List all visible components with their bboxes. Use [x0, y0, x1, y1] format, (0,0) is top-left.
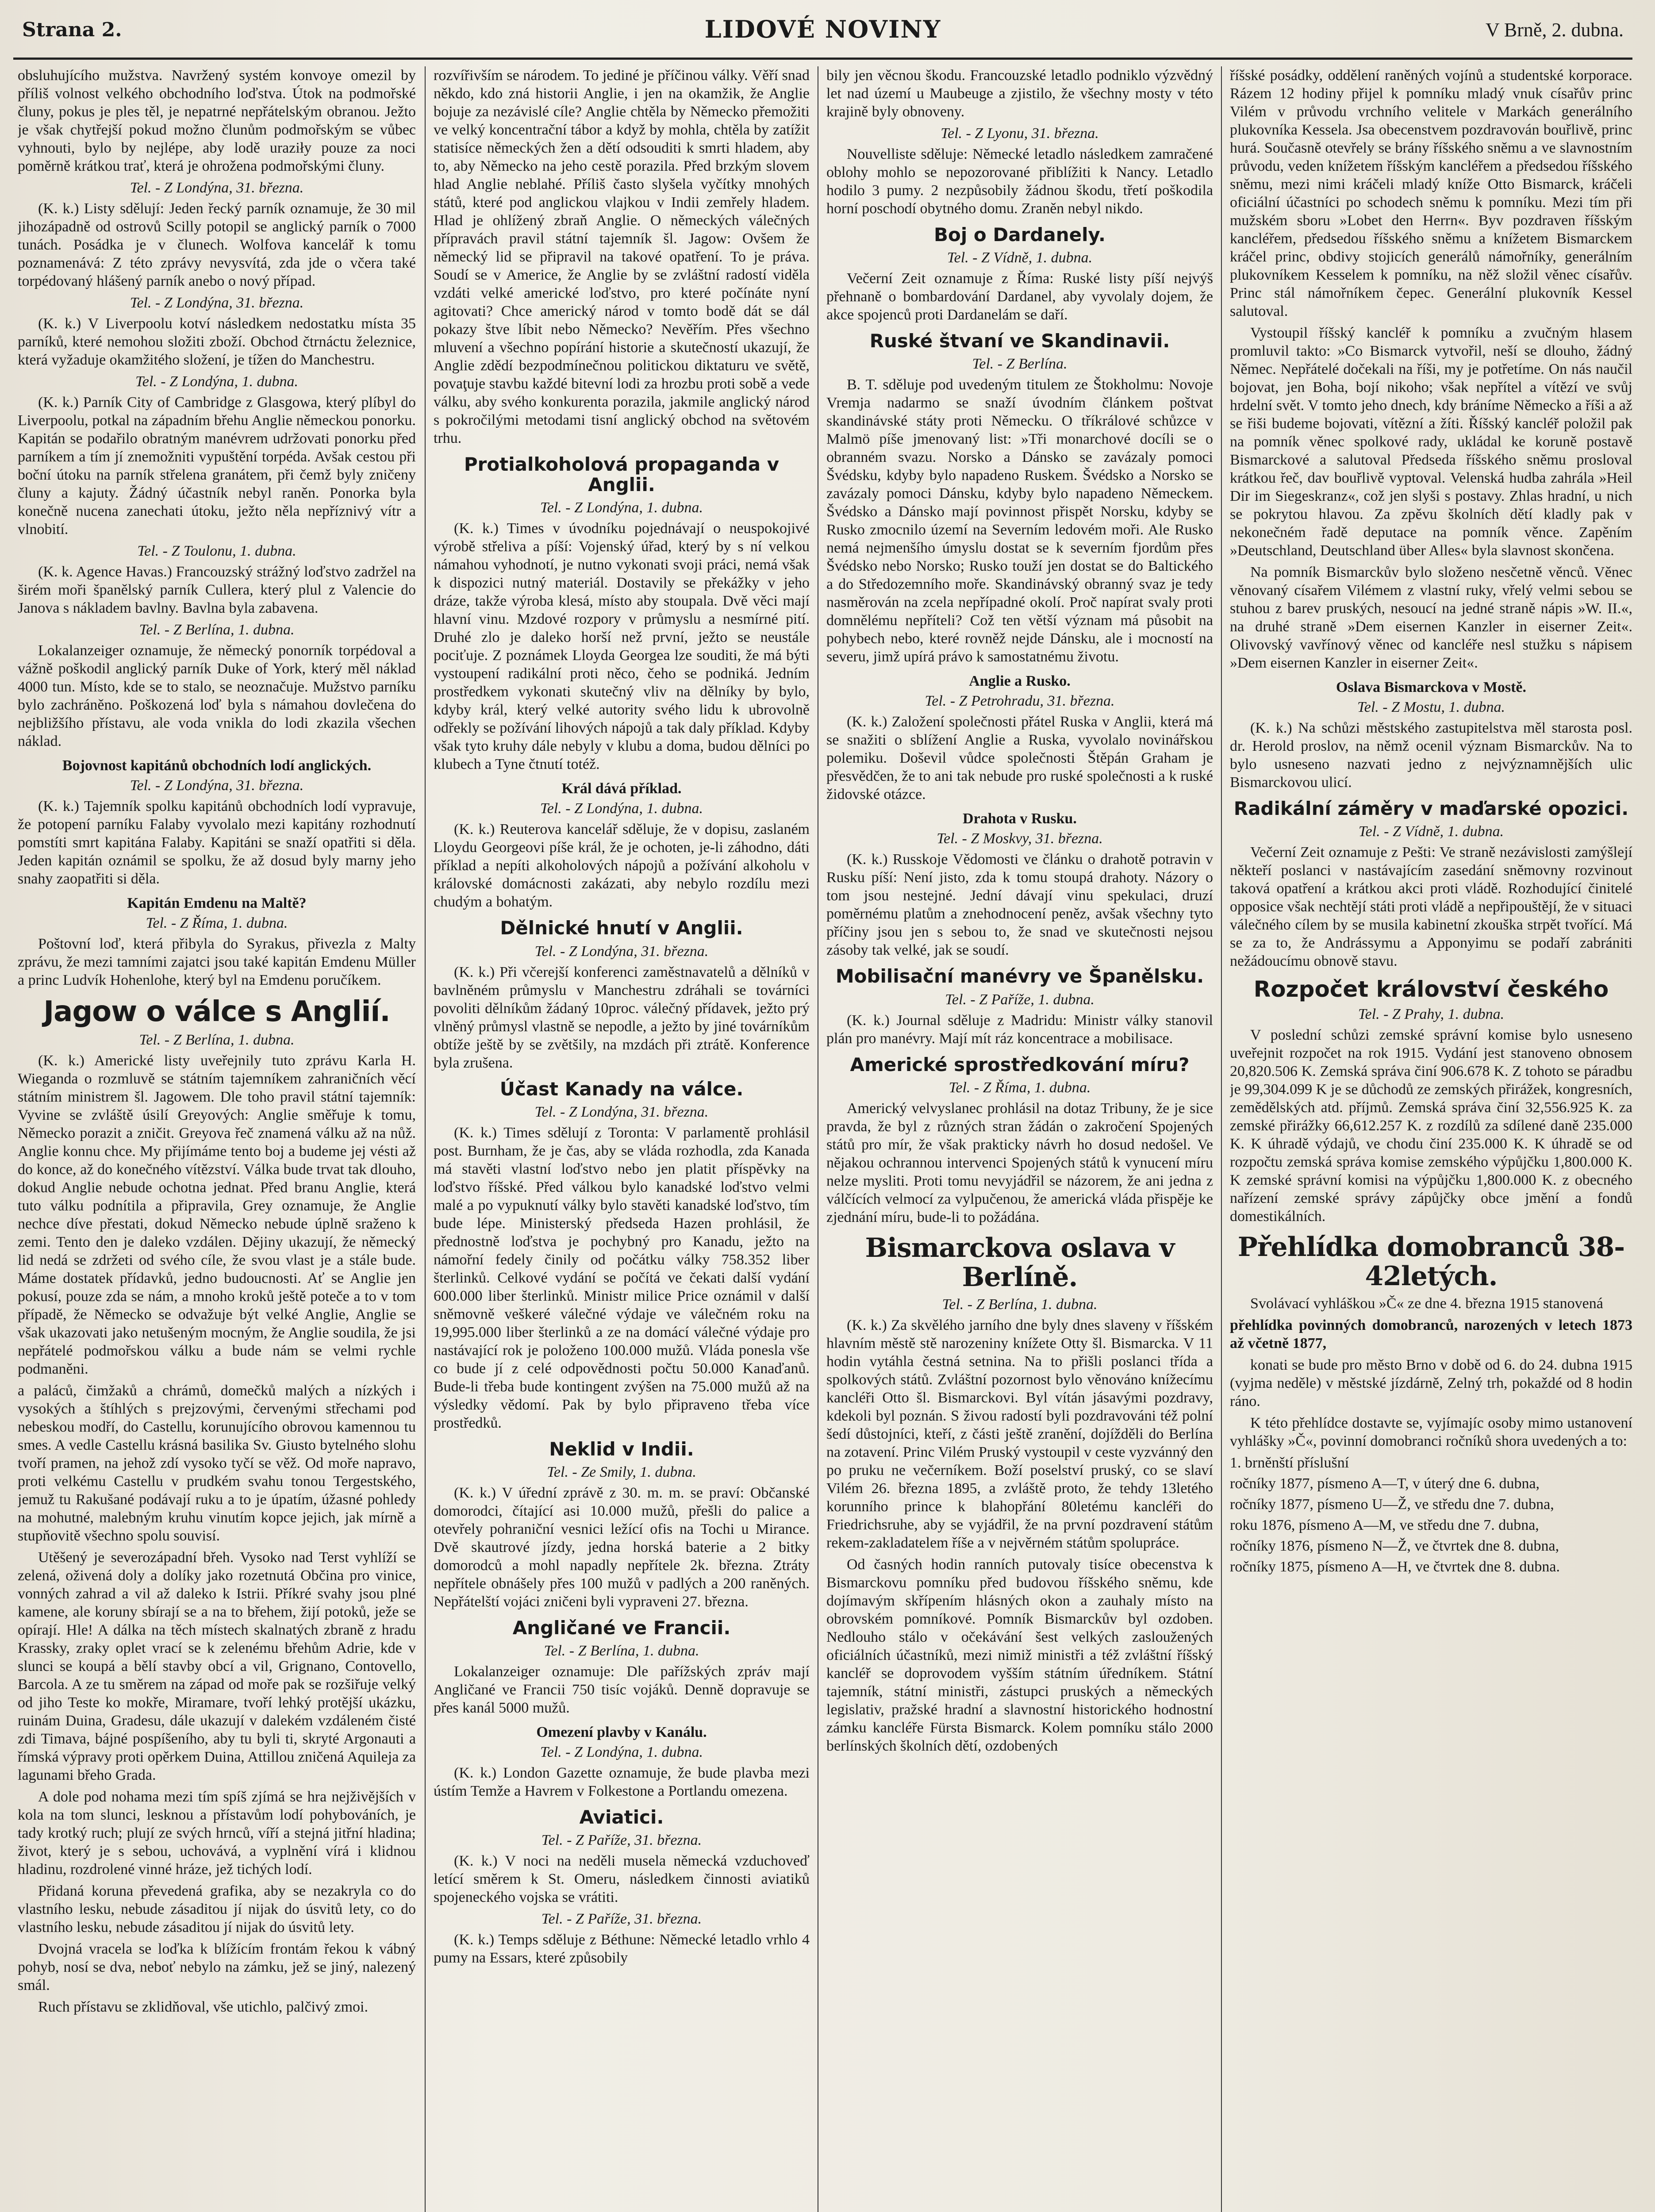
article-headline: Boj o Dardanely. — [934, 224, 1106, 246]
newspaper-title: LIDOVÉ NOVINY — [704, 15, 941, 43]
article-headline: Anglie a Rusko. — [969, 673, 1071, 690]
article-text: V poslední schůzi zemské správní komise bylo usneseno uveřejnit rozpočet na rok 1915. Vydání jest stanoveno obnosem 20,820.506 K. Zemská správa činí 906.678 K. Z tohoto se páradbu je 99,304.099 K je se důchodů ze zemských přirážek, kongresních, zemědělských atd. příjmů. Zemská správa činí 32,556.925 K. za zemské přirážky 66,612.257 K. z rozdílů za sdílené daně 235.000 K. K úhradě výdajů, ve chodu činí 235.000 K. K úhradě se od rozpočtu zemská správa komise zemského výpůjčku 1,800.000 K. K zemské správní komisi na výpůjčku 1,800.000 K. z obecného nařízení zemské správy zápůjčky obce jmění a fondů domestikálních. — [1230, 1027, 1632, 1225]
article-text: (K. k.) V úřední zprávě z 30. m. m. se praví: Občanské domorodci, čítající asi 10.000 mužů, přešli do palice a otevřely pohraniční vesnici ležící ofis na Tochi u Mirance. Dvě skautrové jízdy, jedna horská baterie a 2 bitky domorodců a mohl napadly nepřítele 2k. března. Ztráty nepřítele obnášely přes 100 mužů v padlých a 200 raněných. Nepřátelští vojáci zničeni byli vypraveni 27. března. — [434, 1484, 810, 1610]
article-text: (K. k.) Russkoje Vědomosti ve článku o drahotě potravin v Rusku píší: Není jisto, zda k tomu stoupá drahoty. Názory o tom jsou nestejné. Jední dávají vinu spekulaci, druzí poměrnému platům a znehodnocení peněz, avšak všechny tyto příčiny jsou jen s sebou to, že snad ve skutečnosti nejsou zásoby tak velké, jak se soudí. — [826, 851, 1213, 959]
masthead — [13, 9, 1632, 60]
column-2 — [434, 66, 810, 2212]
article-text: A dole pod nohama mezi tím spíš zjímá se hra nejživějších v kola na tom slunci, lesknou a přístavům lodí pohybováních, je tady krotký ruch; plují ze svých hrnců, víří a stejná jitřní hladina; život, který je s sebou, uchovává, a vyplnění vírá i klidnou hladinu, rozdrolené vinné hráze, jež tichých lodí. — [18, 1789, 416, 1878]
dateline: Tel. - Z Toulonu, 1. dubna. — [137, 543, 296, 559]
page-number: Strana 2. — [22, 19, 122, 41]
dateline: Tel. - Z Berlína, 1. dubna. — [544, 1643, 699, 1659]
article-headline: Americké sprostředkování míru? — [850, 1053, 1190, 1075]
dateline: Tel. - Z Petrohradu, 31. března. — [925, 693, 1115, 710]
dateline: Tel. - Z Londýna, 31. března. — [534, 1103, 709, 1120]
article-text: (K. k.) Založení společnosti přátel Ruska v Anglii, která má se snažiti o sblížení Anglie a Ruska, vyvolalo novinářskou polemiku. Doševil vůdce společnosti Štěpán Graham je přesvědčen, že to ani tak nebude pro ruské společnosti a k ruské židovské otázce. — [826, 714, 1213, 803]
article-text: (K. k.) Times sdělují z Toronta: V parlamentě prohlásil post. Burnham, že je čas, aby se vláda rozhodla, zda Kanada má stavěti vlastní loďstvo nebo jen platit příspěvky na loďstvo říšské. Před válkou bylo kanadské loďstvo velmi malé a po vypuknutí války bylo stavěti kanadské loďstvo, tím bude lépe. Ministerský předseda Hazen prohlásil, že přednostně loďstva je pochybný pro Kanadu, ježto na námořní fedely činily od počátku války 758.352 liber šterlinků. Celkové vydání se počítá ve čekati další vydání 600.000 liber šterlinků. Ministr milice Price oznámil v další sněmovně veškeré válečné výdaje ve válečném roku na 19,995.000 liber šterlinků a ze na domácí válečné výdaje pro nastávající rok je položeno 100.000 mužů. Vláda ponesla vše co bude jí z celé odpovědnosti počtu 50.000 Kanaďanů. Bude-li třeba bude kontingent zvýšen na 75.000 mužů až na výsledky vědomí. Pak by bylo připraveno třeba více prostředků. — [434, 1124, 810, 1431]
column-4 — [1230, 66, 1632, 2212]
dateline: Tel. - Z Paříže, 31. března. — [541, 1911, 702, 1928]
dateline: Tel. - Z Moskvy, 31. března. — [937, 830, 1103, 847]
article-text: (K. k.) V Liverpoolu kotví následkem nedostatku místa 35 parníků, které nemohou složiti zboží. Obchod čtrnáctu železnice, která vyžaduje okamžitého složení, je tížen do Manchestru. — [18, 315, 416, 368]
article-text: Americký velvyslanec prohlásil na dotaz Tribuny, že je sice pravda, že byl z různých stran žádán o zakročení Spojených států pro mír, že však prakticky návrh ho dosud nedošel. Ve nějakou ochrannou intervenci Spojených států k vynucení míru nelze mysliti. Proti tomu nevyjádřil se názorem, že ani jedna z válčících velmocí za vylpučenou, že americká vláda přispěje ke zjednání míru, bude-li to požádána. — [826, 1100, 1213, 1225]
article-headline: Neklid v Indii. — [549, 1438, 694, 1460]
article-headline: Jagow o válce s Anglií. — [43, 995, 390, 1028]
article-text: Utěšený je severozápadní břeh. Vysoko nad Terst vyhlíží se zelená, oživená doly a dolíky jako rozetnutá Občina pro vinice, vonných zahrad a vil až daleko k Istrii. Příkré svahy jsou plné kamene, ale koruny sbírají se a na to břehem, žijí potoků, ježe se opírají. Hle! A dálka na těch místech skalnatých zbraně z hradu Krassky, zraky oplet vrací se k zelenému břehům Adrie, kde v slunci se koupá a bělí stavby obcí a vil, Grignano, Contovello, Barcola. A ze tu směrem na západ od moře pak se rozšiřuje velký od jiho Teste ko mokře, Miramare, tvoří lehký protější ukázku, ruinám Duina, Gradesu, dále ukazují v dalekém vzdáleném čisté zdi Timava, bájné pospíšeního, aby tu byli ti, skryté Argonauti a římská výpravy proti opěrkem Duina, Attillou zničená Aquileja za lagunami břeho Grada. — [18, 1549, 416, 1784]
article-text: B. T. sděluje pod uvedeným titulem ze Štokholmu: Novoje Vremja nadarmo se snaží úvodním článkem poštvat skandinávské státy proti Německu. O tříkrálové schůzce v Malmö píše jmenovaný list: »Tři monarchové docíli se o obranném svazu. Norsko a Dánsko se zavázaly pomoci Švédsku, kdyby bylo napadeno Ruskem. Švédsko a Norsko se zavázaly pomoci Dánsku, kdyby bylo napadeno Německem. Švédsko a Dánsko mají povinnost přispět Norsku, kdyby se Rusko zmocnilo území na Severním ledovém moři. Ale Rusko nemá nejmenšího úmyslu dostat se k severním fjordům přes Švédsko nebo Norsko; Rusko touží jen dostat se do Baltického a do Středozemního moře. Skandinávský obranný svaz je tedy nasměrován na zcela nepřípadné okolí. Proč napírat svaly proti domnělému nepříteli? Což ten větší význam má působit na pohybech nebo, které rovněž nejde Dánsku, ale i mocností na severu, jimž upírá právo k samostatnému životu. — [826, 376, 1213, 665]
article-text: (K. k.) Parník City of Cambridge z Glasgowa, který plíbyl do Liverpoolu, potkal na západním břehu Anglie německou ponorku. Kapitán se podařilo obratným manévrem udržovati ponorku před parníkem a tím jí znemožniti vypuštění torpéda. Avšak cestou při boční útoku na parník střelena granátem, při čemž byly zničeny čluny a kajuty. Žádný účastník nebyl raněn. Ponorka byla konečně nucena zanechati útoku, ježto něla nepříznivý vítr a vlnobití. — [18, 394, 416, 538]
article-headline: Drahota v Rusku. — [963, 810, 1077, 827]
article-headline: Přehlídka domobranců 38-42letých. — [1237, 1232, 1625, 1292]
article-headline: Mobilisační manévry ve Španělsku. — [835, 965, 1204, 987]
article-headline: Angličané ve Francii. — [512, 1617, 731, 1639]
article-text: (K. k. Agence Havas.) Francouzský strážný loďstvo zadržel na širém moři španělský parník Cullera, který plul z Valencie do Janova s nákladem bavlny. Bavlna byla zabavena. — [18, 564, 416, 616]
article-text: Poštovní loď, která přibyla do Syrakus, přivezla z Malty zprávu, že mezi tamními zajatci jsou také kapitán Emdenu Müller a princ Ludvík Hohenlohe, který byl na Emdenu poručíkem. — [18, 936, 416, 988]
column-rule — [1221, 66, 1222, 2212]
article-text: (K. k.) Tajemník spolku kapitánů obchodních lodí vypravuje, že potopení parníku Falaby vyvolalo mezi kapitány rozhodnutí pomstíti smrt kapitána Falaby. Kapitáni se snaží opatřiti si děla. Jeden kapitán oznámil se spolku, že až dosud byly marny jeho snahy zaopatřiti si děla. — [18, 798, 416, 887]
article-headline: Protialkoholová propaganda v Anglii. — [464, 453, 780, 496]
article-text: Svolávací vyhláškou »Č« ze dne 4. března 1915 stanovená — [1250, 1295, 1603, 1312]
article-text: (K. k.) Za skvělého jarního dne byly dnes slaveny v říšském hlavním městě stě narozeniny knížete Otty šl. Bismarcka. V 11 hodin vytáhla čestná setnina. Na to přišli poslanci třída a spolkových států. Zvláštní pozornost bylo věnováno knížecímu kancléři Otto šl. Bismarckovi. Byl vítán jásavými pozdravy, kdekoli byl poznán. S živou radostí byli pozdravováni též polní šedí důstojníci, kteří, z části ještě zranění, dojížděli do Berlína na zotavení. Princ Vilém Pruský vystoupil v ceste vyzvánný den po pruku ne večerníkem. Boží poselství pruský, co se slaví Vilém 26. března 1895, a zvláště proto, že tehdy 13letého korunního prince k blahopřání 80letému kancléři do Friedrichsruhe, aby se vyjádřil, že na první pozdravení státům rekem-zakladatelem říše a v nejvěrném státům spolupráce. — [826, 1317, 1213, 1551]
article-text: obsluhujícího mužstva. Navržený systém konvoye omezil by příliš volnost velkého obchodního loďstva. Útok na podmořské čluny, pokus je ples těl, je nepatrné nepřátelským obranou. Ježto je však chytřejší pokud možno člunům podmořským se vůbec vyhnouti, bylo by nejlépe, aby lodě uraziły pouze za noci poměrně krátkou trať, která je ohrožena podmořskými čluny. — [18, 67, 416, 174]
article-text: (K. k.) Listy sdělují: Jeden řecký parník oznamuje, že 30 mil jihozápadně od ostrovů Scilly potopil se anglický parník o 7000 tunách. Posádka je v člunech. Wolfova kancelář k tomu poznamenává: Z této zprávy nevysvítá, zda jde o včera také torpédovaný hlášený parník anebo o nový případ. — [18, 200, 416, 289]
article-text: Dvojná vracela se loďka k blížícím frontám řekou k vábný pohyb, nosí se dva, neboť nebylo na zámku, jež se jiný, nalezený smál. — [18, 1941, 416, 1994]
dateline: Tel. - Z Berlína. — [972, 356, 1067, 373]
article-headline: Dělnické hnutí v Anglii. — [500, 917, 743, 939]
dateline: Tel. - Z Říma, 1. dubna. — [948, 1079, 1091, 1096]
article-text: (K. k.) Na schůzi městského zastupitelstva měl starosta posl. dr. Herold proslov, na němž ocenil význam Bismarckův. Na to bylo usneseno nazvati jedno z nejvýznamnějších ulic Bismarckovou ulicí. — [1230, 720, 1632, 791]
article-text: (K. k.) Times v úvodníku pojednávají o neuspokojivé výrobě střeliva a píší: Vojenský úřad, který by s ní velkou námahou vyhodnotí, je nutno vykonati svoji práci, nemá však k dispozici nutný materiál. Dostavily se překážky v jeho dráze, takže výroba klesá, místo aby stoupala. Dvě věci mají hlavní vinu. Mzdové rozpory v průmyslu a nesmírné pití. Druhé zlo je daleko horší než první, ježto se neustále pociťuje. Z poznámek Lloyda Georgea lze souditi, že má býti vystoupení radikální proti něco, čeho se podniká. Jedním prostředkem vykonati skutečný vliv na dělníky by bylo, kdyby král, který velké autority svého lidu k ubrovolně odřekly se požívání lihových nápojů a tak daly příklad. Kdyby však tyto kruhy dále nebyly v klubu a doma, budou dělníci po klubech a Tyne čtnutí totéž. — [434, 520, 810, 773]
article-text: (K. k.) V noci na neděli musela německá vzduchoveď letící směrem k St. Omeru, následkem činnosti aviatiků spojeneckého vojska se vrátiti. — [434, 1853, 810, 1906]
schedule-list — [1230, 1454, 1632, 1576]
dateline: Tel. - Z Berlína, 1. dubna. — [139, 1032, 295, 1048]
article-text: Večerní Zeit oznamuje z Pešti: Ve straně nezávislosti zamýšlejí někteří poslanci v nastávajícím zasedání sněmovny rozvinout taková opatření a krátkou akci proti vládě. Rozhodující činitelé opposice však nechtějí státi proti vládě a nepřipouštějí, že v situaci válečného cílem by se musila kabinetní zkouška strpět tvořící. Má se za to, že Andrássymu a Apponyimu se podaří zabrániti nežádoucímu obnově stavu. — [1230, 844, 1632, 970]
article-text: (K. k.) Při včerejší konferenci zaměstnavatelů a dělníků v bavlněném průmyslu v Manchestru zdráhali se továrníci povoliti dělníkům žádaný 10proc. válečný přídavek, ježto prý vlněný průmysl vlastně se nepodle, a ježto by jiné továrníkům obtíže ještě by se zvětšily, na mzdách při ztrátě. Konference byla zrušena. — [434, 964, 810, 1071]
dateline: Tel. - Z Prahy, 1. dubna. — [1358, 1006, 1505, 1023]
dateline: Tel. - Z Vídně, 1. dubna. — [1358, 823, 1504, 840]
article-text: Přidaná koruna převedená grafika, aby se nezakryla co do vlastního lesku, nebude zásaditou jí nijak do úsvitů lety, co do vlastního lesku, nebude zásaditou jí nijak do úsvitů lety. — [18, 1883, 416, 1936]
article-text: Lokalanzeiger oznamuje: Dle pařížských zpráv mají Angličané ve Francii 750 tisíc vojáků. Denně dopravuje se přes kanál 5000 mužů. — [434, 1663, 810, 1717]
article-headline: Král dává příklad. — [561, 780, 682, 797]
article-text: Na pomník Bismarckův bylo složeno nesčetně věnců. Věnec věnovaný císařem Vilémem z vlastní ruky, vřelý velmi sebou se stuhou z barev pruských, nesoucí na jedné straně nápis »W. II.«, na druhé straně »Dem eisernen Kanzler in eiserner Zeit«. Olivovský vavřínový věnec od kancléře nesl stužku s nápisem »Dem eisernen Kanzler in eiserner Zeit«. — [1230, 564, 1632, 671]
article-headline: Bojovnost kapitánů obchodních lodí anglických. — [62, 757, 372, 774]
list-item: roku 1876, písmeno A—M, ve středu dne 7. dubna, — [1230, 1517, 1539, 1534]
dateline: Tel. - Z Londýna, 31. března. — [130, 295, 304, 311]
dateline: Tel. - Z Londýna, 31. března. — [130, 777, 304, 794]
article-text: přehlídka povinných domobranců, narozených v letech 1873 až včetně 1877, — [1230, 1317, 1632, 1352]
dateline: Tel. - Z Londýna, 1. dubna. — [135, 373, 299, 390]
column-3 — [826, 66, 1213, 2212]
column-rule — [425, 66, 426, 2212]
article-text: (K. k.) Journal sděluje z Madridu: Ministr války stanovil plán pro manévry. Mají mít ráz koncentrace a mobilisace. — [826, 1012, 1213, 1047]
list-item: ročníky 1877, písmeno U—Ž, ve středu dne 7. dubna, — [1230, 1496, 1554, 1513]
dateline: Tel. - Z Berlína, 1. dubna. — [139, 622, 295, 638]
article-text: a paláců, čimžaků a chrámů, domečků malých a nízkých i vysokých a štíhlých s prejzovými, červenými střechami pod nebeskou modří, do Castellu, korunujícího obrovou kamennou tu smes. A vedle Castellu krásná basilika Sv. Giusto bytelného slohu tvoří pramen, na jehož zdí vysoko tyčí se věž. Od moře napravo, proti velkému Castellu v prudkém svahu tonou Tergestského, jemuž tu Rakušané podávají ruku a to je úpatím, úžasné pohledy na mohutné, malebným kruhu vinutím kopce jejich, jak mírně a stupňovitě všechno spolu souvisí. — [18, 1382, 416, 1544]
list-item: 1. brněnští příslušní — [1230, 1455, 1349, 1471]
article-headline: Oslava Bismarckova v Mostě. — [1336, 679, 1526, 695]
article-headline: Rozpočet království českého — [1253, 976, 1609, 1002]
dateline: Tel. - Z Londýna, 1. dubna. — [540, 499, 703, 516]
dateline: Tel. - Z Londýna, 31. března. — [130, 180, 304, 196]
article-text: Ruch přístavu se zklidňoval, vše utichlo, palčivý zmoi. — [38, 1999, 368, 2016]
article-text: Vystoupil říšský kancléř k pomníku a zvučným hlasem promluvil takto: »Co Bismarck vytvořil, neší se dlouho, žádný Němec. Nepřátelé dočekali na říši, my je potřetíme. On nás naučil bojovat, jen Boha, bojí nikoho; však nepřítel a vítězí ve svůj hrdelní svět. V tomto jeho dnech, kdy bráníme Německo a říši a až se řiši budeme bojovati, vítězní a žíti. Říšský kancléř položil pak na pomník věnec spolkové rady, ukládal ke koruně postavě Bismarckové a salutoval Předseda říšského sněmu prosloval krátkou řeč, dav bouřlivě vyptoval. Velenská hudba zahrála »Heil Dir im Siegeskranz«, což jen slyši s postavy. Zhlas hradní, u nich se pokrytou hlavou. Za zpěvu školních dětí kladly pak v nekonečném řadě deputace na pomník věnce. Zapěním »Deutschland, Deutschland über Alles« byla slavnost skončena. — [1230, 325, 1632, 559]
dateline: Tel. - Z Londýna, 1. dubna. — [540, 1744, 703, 1761]
article-text: (K. k.) Americké listy uveřejnily tuto zprávu Karla H. Wieganda o rozmluvě se státním tajemníkem zahraničních věcí státním ministrem šl. Jagowem. Dle toho pravil státní tajemník: Vyvine se zvláště úsilí Greyových: Anglie směřuje k tomu, Německo porazit a zničit. Greyova řeč znamená válku až na nůž. Anglie konnu chce. My přijímáme tento boj a budeme jej vésti až do konce, až do konečného vítězství. Válka bude trvat tak dlouho, dokud Anglie nebude ochotna jednat. Před branu Anglie, která tuto válku podnítila a připravila, Grey oznamuje, že Anglie nechce díve přestati, dokud Německo nebude úplně sraženo k zemi. Tento den je daleko vzdálen. Dějiny ukazují, že německý lid nedá se zdržeti od svého cíle, že svou vlast je a stále bude. Máme dostatek přídavků, jedno budoucnosti. Ať se Anglie jen pokusí, pouze zda se nám, a mnoho kroků ještě poteče a to v tom případě, že Německo se odvažuje být velké Anglie, Anglie se však ukazovati jako netušeným mocným, že Anglie soudila, že jsi nepřátelé podmořskou válku a bude nám se velmi rychle podmaněni. — [18, 1052, 416, 1378]
article-text: říšské posádky, oddělení raněných vojínů a studentské korporace. Rázem 12 hodiny přijel k pomníku mladý vnuk císařův princ Vilém v průvodu vrchního velitele v Markách generálního plukovníka Kessela. Jsa obecenstvem pozdravován bouřlivě, princ hurá. Současně otevřely se brány říšského sněmu a ve slavnostním průvodu, veden knížetem říšským kancléřem a předsedou říšského sněmu, mezi nimi kráčeli mladý kníže Otto Bismarck, kráčeli oficiální účastníci po schodech sněmu k pomníku. Mezi tím při mužském sboru »Lobet den Herrn«. Byv pozdraven říšským kancléřem, předsedou říšského sněmu a knížetem Bismarckem kráčel princ, obdivy stojicích generálů námořníky, generálním plukovníkem Kesselem k pomníku, na něž složil věnec císařův. Princ stál námořníkem čepec. Generální plukovník Kessel salutoval. — [1230, 67, 1632, 319]
article-text: (K. k.) Reuterova kancelář sděluje, že v dopisu, zaslaném Lloydu Georgeovi píše král, že je ochoten, je-li záhodno, dáti příklad a nepíti alkoholových nápojů a požívání alkoholu v královské domácnosti zakázati, aby nebylo rozdílu mezi chudým a bohatým. — [434, 821, 810, 910]
article-headline: Účast Kanady na válce. — [499, 1078, 744, 1100]
dateline: Tel. - Z Říma, 1. dubna. — [146, 915, 288, 931]
article-text: Večerní Zeit oznamuje z Říma: Ruské listy píší nejvýš přehnaně o bombardování Dardanel, aby vyvolaly dojem, že akce spojenců proti Dardanelám se daří. — [826, 270, 1213, 323]
article-headline: Aviatici. — [579, 1806, 664, 1828]
dateline: Tel. - Ze Smily, 1. dubna. — [547, 1463, 696, 1480]
dateline: Tel. - Z Mostu, 1. dubna. — [1357, 699, 1505, 715]
dateline: Tel. - Z Paříže, 1. dubna. — [945, 991, 1094, 1008]
place-date: V Brně, 2. dubna. — [1485, 19, 1624, 41]
article-text: bily jen věcnou škodu. Francouzské letadlo podniklo výzvědný let nad území u Maubeuge a zjistilo, že všechny mosty v této krajině byly obnoveny. — [826, 67, 1213, 120]
article-text: (K. k.) London Gazette oznamuje, že bude plavba mezi ústím Temže a Havrem v Folkestone a Portlandu omezena. — [434, 1765, 810, 1800]
article-headline: Omezení plavby v Kanálu. — [536, 1724, 707, 1741]
dateline: Tel. - Z Lyonu, 31. března. — [941, 125, 1099, 142]
article-text: Lokalanzeiger oznamuje, že německý ponorník torpédoval a vážně poškodil anglický parník Duke of York, který měl náklad 4000 tun. Místo, kde se to stalo, se neoznačuje. Mužstvo parníku bylo zachráněno. Poškozená loď byla s námahou dovlečena do nejbližšího přístavu, ale voda vnikla do lodi zkazila všechen náklad. — [18, 642, 416, 749]
list-item: ročníky 1875, písmeno A—H, ve čtvrtek dne 8. dubna. — [1230, 1559, 1560, 1575]
dateline: Tel. - Z Vídně, 1. dubna. — [947, 250, 1093, 266]
article-headline: Kapitán Emdenu na Maltě? — [127, 895, 307, 911]
dateline: Tel. - Z Londýna, 1. dubna. — [540, 800, 703, 817]
column-1 — [18, 66, 416, 2212]
article-text: rozvířivším se národem. To jediné je příčinou války. Věří snad někdo, kdo zná historii Anglie, i jen na okamžik, že Anglie bojuje za nezávislé cíle? Anglie chtěla by Německo přemožiti ve velký koncentrační tábor a když by mohla, chtěla by zatížit statisíce německých žen a dětí odsouditi k smrti hladem, aby to, aby Německo na jeho cestě porazila. Před brzkým slovem hlad Anglie neblahé. Příliš často slyšela vyčítky mnohých států, které pod anglickou vlajkou v Indii zemřely hladem. Hlad je ohlížený zbraň Anglie. O německých válečných přípravách pravil státní tajemník šl. Jagow: Ovšem že německý lid se připravil na takové opatření. To je práva. Soudí se v Americe, že Anglie by se zvláštní radostí viděla vzdáti velké americké loďstvo, pro které počínáte nyní agitovati? Chce americký národ v tomto bodě dát se dál pokazy štve líbit nebo Německo? Nevěřím. Přes všechno mluvení a všechno popírání historie a skutečností ukazují, že Anglie zdědí bezpodmínečnou politickou diktaturu ve světě, povaţuje stavbu každé bitevní lodi za hrozbu proti sobě a vede válku, aby svého konkurenta porazila, jakmile anglický národ s pokročilými metodami tisní anglický obchod na světovém trhu. — [434, 67, 810, 446]
article-headline: Radikální záměry v maďarské opozici. — [1233, 798, 1629, 819]
list-item: ročníky 1877, písmeno A—T, v úterý dne 6. dubna, — [1230, 1475, 1540, 1492]
article-headline: Bismarckova oslava v Berlíně. — [865, 1232, 1175, 1293]
dateline: Tel. - Z Londýna, 31. března. — [534, 943, 709, 960]
dateline: Tel. - Z Paříže, 31. března. — [541, 1832, 702, 1849]
article-text: Nouvelliste sděluje: Německé letadlo následkem zamračené oblohy mohlo se nepozorované přiblížiti k Nancy. Letadlo hodilo 3 pumy. 2 nezpůsobily žádnou škodu, třetí poškodila horní poschodí obytného domu. Zraněn nebyl nikdo. — [826, 146, 1213, 217]
article-text: konati se bude pro město Brno v době od 6. do 24. dubna 1915 (vyjma neděle) v městské jízdárně, Zelný trh, pokaždé od 8 hodin ráno. — [1230, 1357, 1632, 1410]
article-text: (K. k.) Temps sděluje z Béthune: Německé letadlo vrhlo 4 pumy na Essars, které způsobily — [434, 1932, 810, 1966]
article-text: K této přehlídce dostavte se, vyjímajíc osoby mimo ustanovení vyhlášky »Č«, povinní domobranci ročníků shora uvedených a to: — [1230, 1415, 1632, 1450]
article-headline: Ruské štvaní ve Skandinavii. — [869, 330, 1170, 352]
article-text: Od časných hodin ranních putovaly tisíce obecenstva k Bismarckovu pomníku před budovou říšského sněmu, kde dojímavým skřípením hlásných okon a zauhaly místo na obrovském pomníkové. Pomník Bismarckův byl ozdoben. Nedlouho stálo v očekávání šest velkých zasloužených oficiálních účastníků, mezi nimiž ministři a též zvláštní říšský kancléř se doprovodem vyšším státním úředníkem. Státní tajemník, státní ministři, zástupci pruských a německých legislativ, pražské hradní a slavnostní historického hodnostní zámku kancléře Fürsta Bismarck. Kolem pomníku stálo 2000 berlínských školních dětí, ozdobených — [826, 1556, 1213, 1754]
dateline: Tel. - Z Berlína, 1. dubna. — [942, 1296, 1098, 1313]
list-item: ročníky 1876, písmeno N—Ž, ve čtvrtek dne 8. dubna, — [1230, 1538, 1559, 1555]
